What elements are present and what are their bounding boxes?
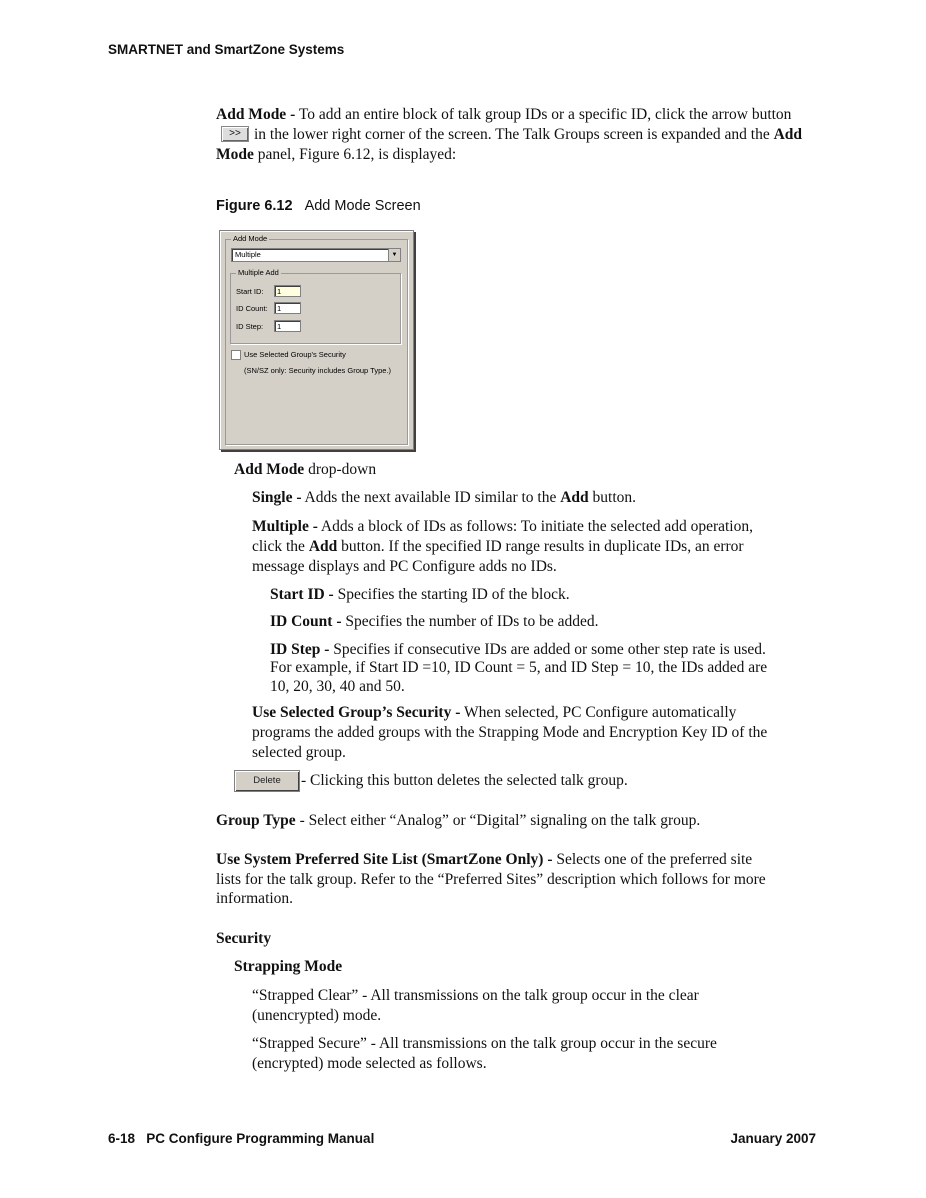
multiple-add-group-label: Multiple Add [238,268,279,277]
id-step-paragraph-line3: 10, 20, 30, 40 and 50. [270,678,405,695]
id-count-label: ID Count: [236,304,268,313]
delete-description: - Clicking this button deletes the selected talk group. [301,772,628,789]
running-header: SMARTNET and SmartZone Systems [108,42,345,57]
intro-term: Add Mode - [216,106,296,123]
preferred-paragraph-line2: lists for the talk group. Refer to the “Preferred Sites” description which follows for more [216,871,766,888]
security-heading: Security [216,930,272,947]
add-mode-dropdown-heading: Add Mode drop-down [234,461,377,478]
strapped-clear-line2: (unencrypted) mode. [252,1007,382,1024]
use-selected-paragraph-line3: selected group. [252,744,346,761]
preferred-paragraph-line1: Use System Preferred Site List (SmartZone Only) - Selects one of the preferred site [216,851,753,868]
id-count-input[interactable]: 1 [274,302,301,314]
use-selected-security-checkbox[interactable] [231,350,241,360]
start-id-label: Start ID: [236,287,264,296]
multiple-paragraph-line2: click the Add button. If the specified ID range results in duplicate IDs, an error [252,538,744,555]
strapped-secure-line2: (encrypted) mode selected as follows. [252,1055,487,1072]
strapping-mode-heading: Strapping Mode [234,958,343,975]
strapped-secure-line1: “Strapped Secure” - All transmissions on the talk group occur in the secure [252,1035,717,1052]
start-id-input[interactable]: 1 [274,285,301,297]
add-mode-dialog [219,230,414,450]
id-step-input[interactable]: 1 [274,320,301,332]
delete-button[interactable]: Delete [234,770,300,792]
id-step-paragraph-line1: ID Step - Specifies if consecutive IDs are added or some other step rate is used. [270,641,766,658]
expand-arrow-button-illustration: >> [221,126,249,142]
figure-number: Figure 6.12 [216,198,293,214]
intro-paragraph: Add Mode - To add an entire block of talk group IDs or a specific ID, click the arrow button>> in the lower right corner of the screen. The Talk Groups screen is expanded and the Add Mode panel, Figure 6.12, is displayed: [216,106,803,163]
single-paragraph: Single - Adds the next available ID similar to the Add button. [252,489,637,506]
use-selected-paragraph-line1: Use Selected Group’s Security - When selected, PC Configure automatically [252,704,737,721]
start-id-paragraph: Start ID - Specifies the starting ID of the block. [270,586,570,603]
footer-left [108,1131,374,1146]
use-selected-paragraph-line2: programs the added groups with the Strapping Mode and Encryption Key ID of the [252,724,768,741]
group-type-paragraph: Group Type - Select either “Analog” or “Digital” signaling on the talk group. [216,812,701,829]
page-number: 6-18 [108,1131,136,1146]
figure-title: Add Mode Screen [304,198,421,214]
strapped-clear-line1: “Strapped Clear” - All transmissions on the talk group occur in the clear [252,987,699,1004]
id-count-paragraph: ID Count - Specifies the number of IDs to be added. [270,613,599,630]
figure-caption [216,198,421,214]
multiple-paragraph-line3: message displays and PC Configure adds no IDs. [252,558,557,575]
id-step-paragraph-line2: For example, if Start ID =10, ID Count = 5, and ID Step = 10, the IDs added are [270,659,768,676]
add-mode-group-label: Add Mode [233,234,268,243]
security-note: (SN/SZ only: Security includes Group Type.) [244,366,392,375]
add-mode-select[interactable]: Multiple ▼ [231,248,401,262]
footer-date: January 2007 [730,1131,816,1146]
chevron-down-icon[interactable]: ▼ [388,249,400,261]
multiple-paragraph-line1: Multiple - Adds a block of IDs as follows: To initiate the selected add operation, [252,518,753,535]
manual-title: PC Configure Programming Manual [146,1131,375,1146]
use-selected-security-label: Use Selected Group's Security [244,350,346,359]
id-step-label: ID Step: [236,322,264,331]
preferred-paragraph-line3: information. [216,890,294,907]
